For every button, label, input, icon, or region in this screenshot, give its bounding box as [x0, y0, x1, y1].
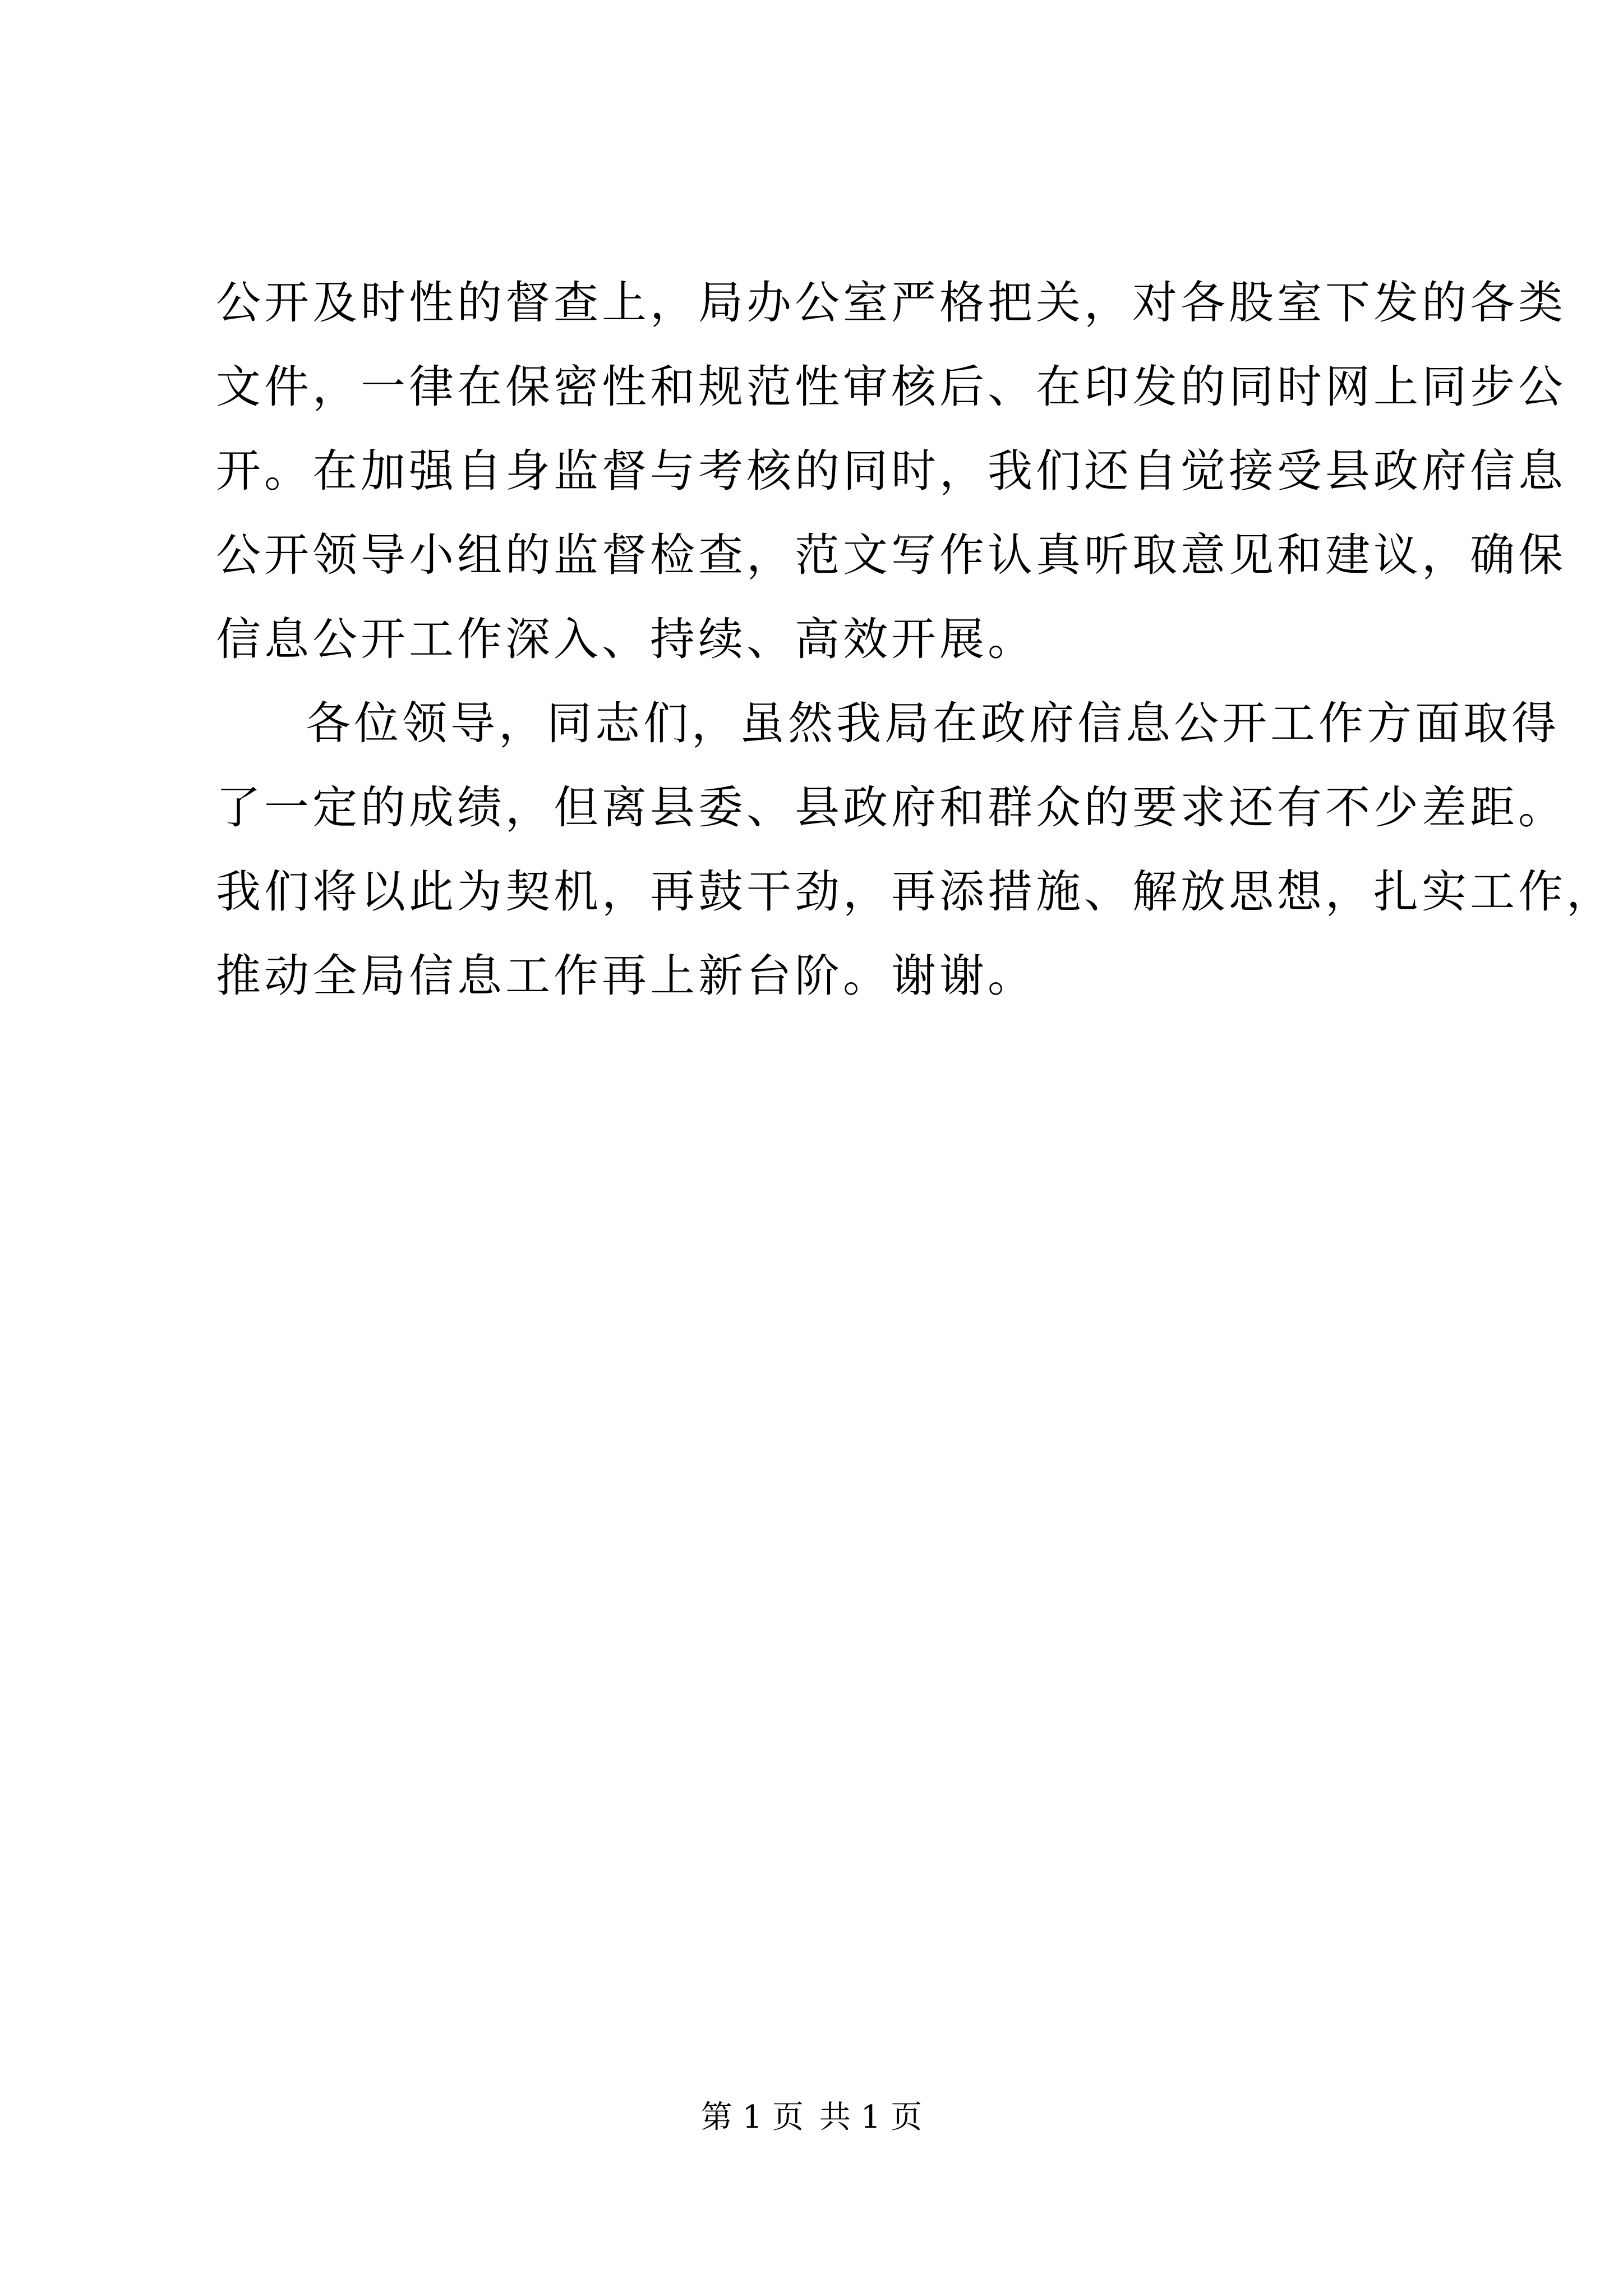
text-line: 推动全局信息工作再上新台阶。谢谢。	[216, 950, 1036, 1002]
text-line: 各位领导，同志们，虽然我局在政府信息公开工作方面取得	[306, 697, 1560, 749]
text-line: 我们将以此为契机，再鼓干劲，再添措施、解放思想，扎实工作，	[216, 866, 1615, 918]
text-line: 了一定的成绩，但离县委、县政府和群众的要求还有不少差距。	[216, 781, 1566, 834]
page-number: 第 1 页	[700, 2099, 804, 2136]
text-line: 信息公开工作深入、持续、高效开展。	[216, 613, 1036, 665]
text-line: 公开领导小组的监督检查，范文写作认真听取意见和建议，确保	[216, 529, 1566, 581]
document-body	[216, 261, 1615, 1018]
paragraph-1	[216, 261, 1566, 682]
text-line: 文件，一律在保密性和规范性审核后、在印发的同时网上同步公	[216, 361, 1566, 413]
page-footer	[0, 2098, 1623, 2137]
page-total: 共 1 页	[819, 2099, 923, 2136]
paragraph-2	[216, 682, 1615, 1018]
text-line: 公开及时性的督查上，局办公室严格把关，对各股室下发的各类	[216, 277, 1566, 329]
text-line: 开。在加强自身监督与考核的同时，我们还自觉接受县政府信息	[216, 445, 1566, 497]
